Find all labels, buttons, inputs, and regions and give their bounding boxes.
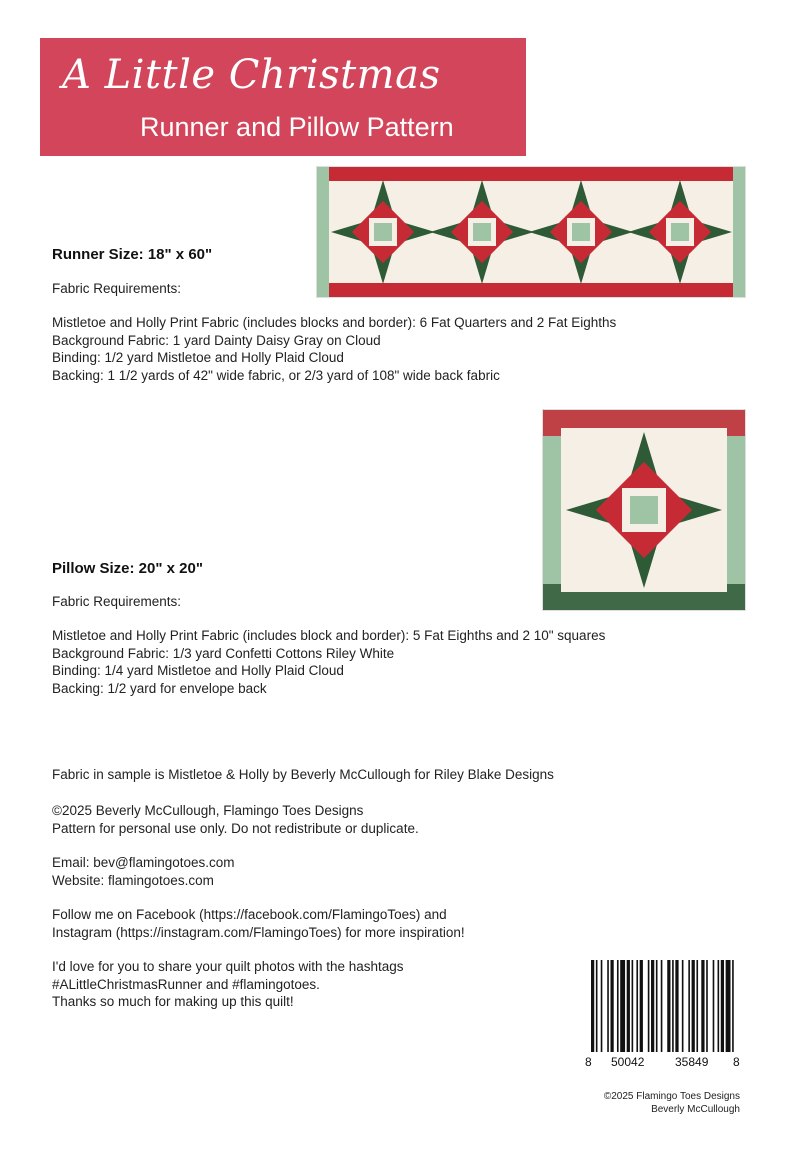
share-line: #ALittleChristmasRunner and #flamingotoes. xyxy=(52,976,320,992)
barcode-bar xyxy=(661,960,663,1052)
barcode-digits: 35849 xyxy=(675,1055,709,1069)
barcode-bar xyxy=(721,960,724,1052)
barcode-bar xyxy=(632,960,634,1052)
barcode-bar xyxy=(648,960,650,1052)
barcode-bar xyxy=(667,960,670,1052)
barcode-bar xyxy=(651,960,654,1052)
barcode-bar xyxy=(601,960,603,1052)
barcode-bar xyxy=(596,960,598,1052)
barcode-bar xyxy=(726,960,731,1052)
fabric-sample-note xyxy=(52,766,554,784)
email-text: Email: bev@flamingotoes.com xyxy=(52,855,235,870)
usage-line: Pattern for personal use only. Do not redistribute or duplicate. xyxy=(52,820,419,836)
share-line: I'd love for you to share your quilt photos with the hashtags xyxy=(52,959,404,974)
barcode-bar xyxy=(591,960,594,1052)
barcode-bar xyxy=(610,960,613,1052)
list-item: Background Fabric: 1/3 yard Confetti Cottons Riley White xyxy=(52,645,395,661)
follow-line: Follow me on Facebook (https://facebook.com/FlamingoToes) and xyxy=(52,907,447,922)
barcode-bar xyxy=(640,960,643,1052)
barcode-bar xyxy=(688,960,690,1052)
barcode-bar xyxy=(692,960,695,1052)
list-item: Mistletoe and Holly Print Fabric (includes block and border): 5 Fat Eighths and 2 10" squares xyxy=(52,628,606,643)
runner-quilt-image xyxy=(316,166,746,298)
share-line: Thanks so much for making up this quilt! xyxy=(52,994,294,1009)
barcode-bar xyxy=(706,960,708,1052)
barcode-bar xyxy=(696,960,698,1052)
pillow-fabric-label: Fabric Requirements: xyxy=(52,594,182,609)
barcode-bar xyxy=(620,960,625,1052)
barcode-bar xyxy=(701,960,704,1052)
follow-line: Instagram (https://instagram.com/FlamingoToes) for more inspiration! xyxy=(52,924,465,940)
barcode-digit: 8 xyxy=(585,1055,592,1069)
copyright-line: ©2025 Beverly McCullough, Flamingo Toes Designs xyxy=(52,803,364,818)
footer-author: Beverly McCullough xyxy=(651,1104,740,1115)
list-item: Binding: 1/4 yard Mistletoe and Holly Plaid Cloud xyxy=(52,663,344,678)
list-item: Background Fabric: 1 yard Dainty Daisy Gray on Cloud xyxy=(52,332,381,348)
share-note xyxy=(52,958,404,1011)
barcode-bar xyxy=(617,960,619,1052)
pattern-subtitle: Runner and Pillow Pattern xyxy=(140,112,454,142)
pillow-fabric-list xyxy=(52,627,605,697)
runner-fabric-list xyxy=(52,314,616,384)
barcode-bars xyxy=(585,960,743,1052)
barcode-digits: 50042 xyxy=(611,1055,645,1069)
contact-info xyxy=(52,854,235,889)
footer-copyright: ©2025 Flamingo Toes Designs xyxy=(603,1091,740,1102)
barcode-bar xyxy=(732,960,734,1052)
barcode-bar xyxy=(682,960,684,1052)
barcode-bar xyxy=(718,960,720,1052)
barcode-bar xyxy=(713,960,715,1052)
runner-size-heading: Runner Size: 18" x 60" xyxy=(52,246,213,263)
runner-fabric-label: Fabric Requirements: xyxy=(52,281,182,296)
footer xyxy=(604,1090,740,1116)
list-item: Mistletoe and Holly Print Fabric (includes blocks and border): 6 Fat Quarters and 2 Fat Eighths xyxy=(52,315,617,330)
barcode-bar xyxy=(675,960,678,1052)
social-note xyxy=(52,906,465,941)
barcode-bar xyxy=(656,960,658,1052)
barcode-bar xyxy=(636,960,638,1052)
barcode-digit: 8 xyxy=(733,1055,740,1069)
pillow-quilt-image xyxy=(542,409,746,611)
copyright-note xyxy=(52,802,419,837)
barcode-bar xyxy=(607,960,609,1052)
website-text: Website: flamingotoes.com xyxy=(52,872,214,888)
list-item: Binding: 1/2 yard Mistletoe and Holly Plaid Cloud xyxy=(52,350,344,365)
pattern-title: A Little Christmas xyxy=(62,52,441,98)
list-item: Backing: 1/2 yard for envelope back xyxy=(52,680,267,696)
barcode-bar xyxy=(672,960,674,1052)
pillow-size-heading: Pillow Size: 20" x 20" xyxy=(52,560,203,577)
fabric-sample-text: Fabric in sample is Mistletoe & Holly by Beverly McCullough for Riley Blake Designs xyxy=(52,767,554,782)
title-banner xyxy=(40,38,526,156)
barcode xyxy=(585,960,743,1072)
barcode-bar xyxy=(627,960,630,1052)
list-item: Backing: 1 1/2 yards of 42" wide fabric, or 2/3 yard of 108" wide back fabric xyxy=(52,367,500,383)
